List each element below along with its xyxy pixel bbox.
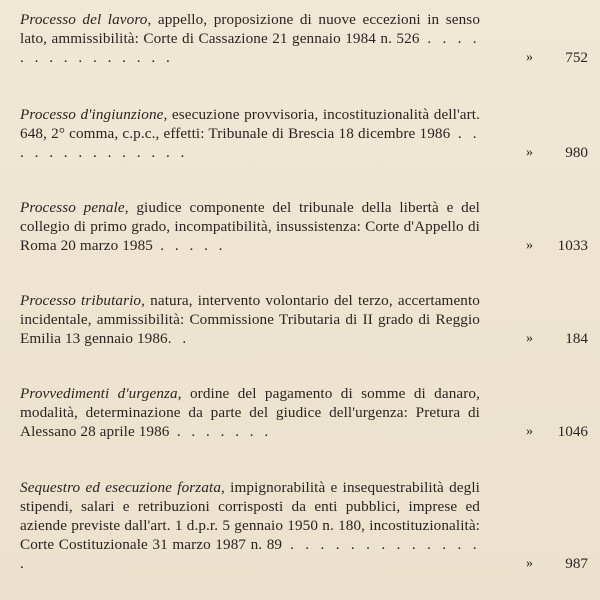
page-reference (506, 48, 590, 67)
entry-subject: Processo penale (20, 199, 125, 216)
index-entry (20, 478, 590, 573)
leader-dots: . . . . . . . (169, 423, 272, 440)
ditto-marker: » (526, 331, 533, 346)
entry-subject: Provvedimenti d'urgenza (20, 385, 178, 402)
entry-subject: Processo tributario (20, 292, 142, 309)
entry-description: , giudice componente del tribunale della libertà e del collegio di primo grado, incompatibilità, insussistenza: Corte d'Appello di Roma 20 marzo 1985 (20, 199, 480, 254)
entry-subject: Processo del lavoro (20, 11, 148, 28)
leader-dots: . . . . . . . . . . . . . . (20, 125, 480, 161)
index-entry (20, 198, 590, 255)
ditto-marker: » (526, 238, 533, 253)
entry-description: , appello, proposizione di nuove eccezioni in senso lato, ammissibilità: Corte di Cassazione 21 gennaio 1984 n. 526 (20, 11, 481, 47)
entry-description: , esecuzione provvisoria, incostituzionalità dell'art. 648, 2° comma, c.p.c., effetti: Tribunale di Brescia 18 dicembre 1986 (20, 106, 480, 142)
leader-dots: . . . . . . . . . . . . . . (20, 536, 481, 572)
page-number: 1033 (557, 237, 588, 254)
index-entry (20, 10, 590, 67)
ditto-marker: » (526, 50, 533, 65)
entry-description: , ordine del pagamento di somme di danaro, modalità, determinazione da parte del giudice dell'urgenza: Pretura di Alessano 28 aprile 1986 (20, 385, 480, 440)
entry-text (20, 384, 480, 441)
entry-text (20, 10, 480, 67)
index-entry (20, 105, 590, 162)
entry-subject: Processo d'ingiunzione (20, 106, 164, 123)
leader-dots: . . . . . . . . . . . . . . . (20, 30, 481, 66)
page-number: 184 (565, 330, 588, 347)
entry-text (20, 478, 480, 573)
page-number: 1046 (557, 423, 588, 440)
entry-description: , natura, intervento volontario del terzo, accertamento incidentale, ammissibilità: Commissione Tributaria di II grado di Reggio Emilia 13 gennaio 1986 (20, 292, 480, 347)
index-entry (20, 291, 590, 348)
ditto-marker: » (526, 556, 533, 571)
page-reference (506, 422, 590, 441)
page-reference (506, 143, 590, 162)
entry-text (20, 105, 480, 162)
leader-dots: . . . . . (152, 237, 226, 254)
ditto-marker: » (526, 424, 533, 439)
leader-dots: . . (167, 330, 190, 347)
entry-subject: Sequestro ed esecuzione forzata (20, 479, 222, 496)
entry-description: , impignorabilità e insequestrabilità degli stipendi, salari e retribuzioni corrisposti da enti pubblici, imprese ed aziende previste dall'art. 1 d.p.r. 5 gennaio 1950 n. 180, incostituzionalità: Corte Costituzionale 31 marzo 1987 n. 89 (20, 479, 480, 553)
entry-text (20, 198, 480, 255)
index-entry (20, 384, 590, 441)
entry-text (20, 291, 480, 348)
page-number: 987 (565, 555, 588, 572)
page-number: 980 (565, 144, 588, 161)
page-reference (506, 554, 590, 573)
ditto-marker: » (526, 145, 533, 160)
page-reference (506, 329, 590, 348)
page-reference (506, 236, 590, 255)
page-number: 752 (565, 49, 588, 66)
